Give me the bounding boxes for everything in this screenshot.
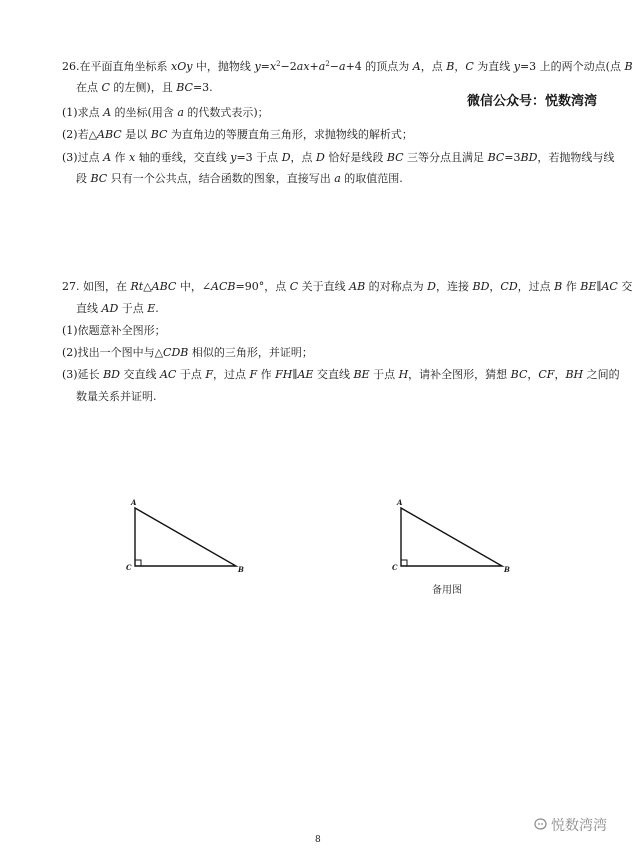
watermark-bottom bbox=[532, 815, 607, 835]
watermark-bottom-text: 悦数湾湾 bbox=[551, 818, 607, 834]
figure-2-label-c: C bbox=[392, 563, 398, 572]
triangle-abc-2 bbox=[401, 508, 502, 566]
wechat-logo-icon bbox=[532, 818, 548, 832]
figure-1-label-a: A bbox=[131, 498, 137, 507]
q27-line-2: 直线 AD 于点 E. bbox=[76, 302, 159, 315]
q27-line-1: 27. 如图，在 Rt△ABC 中，∠ACB=90°，点 C 关于直线 AB 的对称点为 D，连接 BD，CD，过点 B 作 BE∥AC 交 bbox=[62, 280, 633, 293]
figure-2-label-a: A bbox=[397, 498, 403, 507]
q26-part-3-cont: 段 BC 只有一个公共点，结合函数的图象，直接写出 a 的取值范围. bbox=[76, 172, 403, 185]
q26-line-1: 26.在平面直角坐标系 xOy 中，抛物线 $y=x^2-2ax+a^2-a+4$ 的顶点为 A，点 B，C 为直线 y=3 上的两个动点(点 B bbox=[62, 60, 633, 73]
q26-line-2: 在点 C 的左侧)，且 BC=3. bbox=[76, 81, 213, 94]
figure-2-label-b: B bbox=[504, 565, 510, 574]
q26-part-2: (2)若△ABC 是以 BC 为直角边的等腰直角三角形，求抛物线的解析式； bbox=[62, 128, 413, 141]
page-number: 8 bbox=[315, 835, 321, 845]
q26-part-1: (1)求点 A 的坐标(用含 a 的代数式表示)； bbox=[62, 106, 269, 119]
q27-part-2: (2)找出一个图中与△CDB 相似的三角形，并证明； bbox=[62, 346, 313, 359]
q27-part-1: (1)依题意补全图形； bbox=[62, 324, 166, 337]
watermark-top: 微信公众号：悦数湾湾 bbox=[467, 94, 598, 109]
q27-part-3: (3)延长 BD 交直线 AC 于点 F，过点 F 作 FH∥AE 交直线 BE 于点 H，请补全图形，猜想 BC，CF，BH 之间的 bbox=[62, 368, 620, 381]
right-angle-mark-2 bbox=[401, 560, 407, 566]
q27-part-3-cont: 数量关系并证明. bbox=[76, 390, 157, 403]
figure-2-caption: 备用图 bbox=[432, 585, 462, 596]
figure-1-label-b: B bbox=[238, 565, 244, 574]
q26-part-3: (3)过点 A 作 x 轴的垂线，交直线 y=3 于点 D，点 D 恰好是线段 BC 三等分点且满足 BC=3BD，若抛物线与线 bbox=[62, 151, 615, 164]
figure-1-label-c: C bbox=[126, 563, 132, 572]
